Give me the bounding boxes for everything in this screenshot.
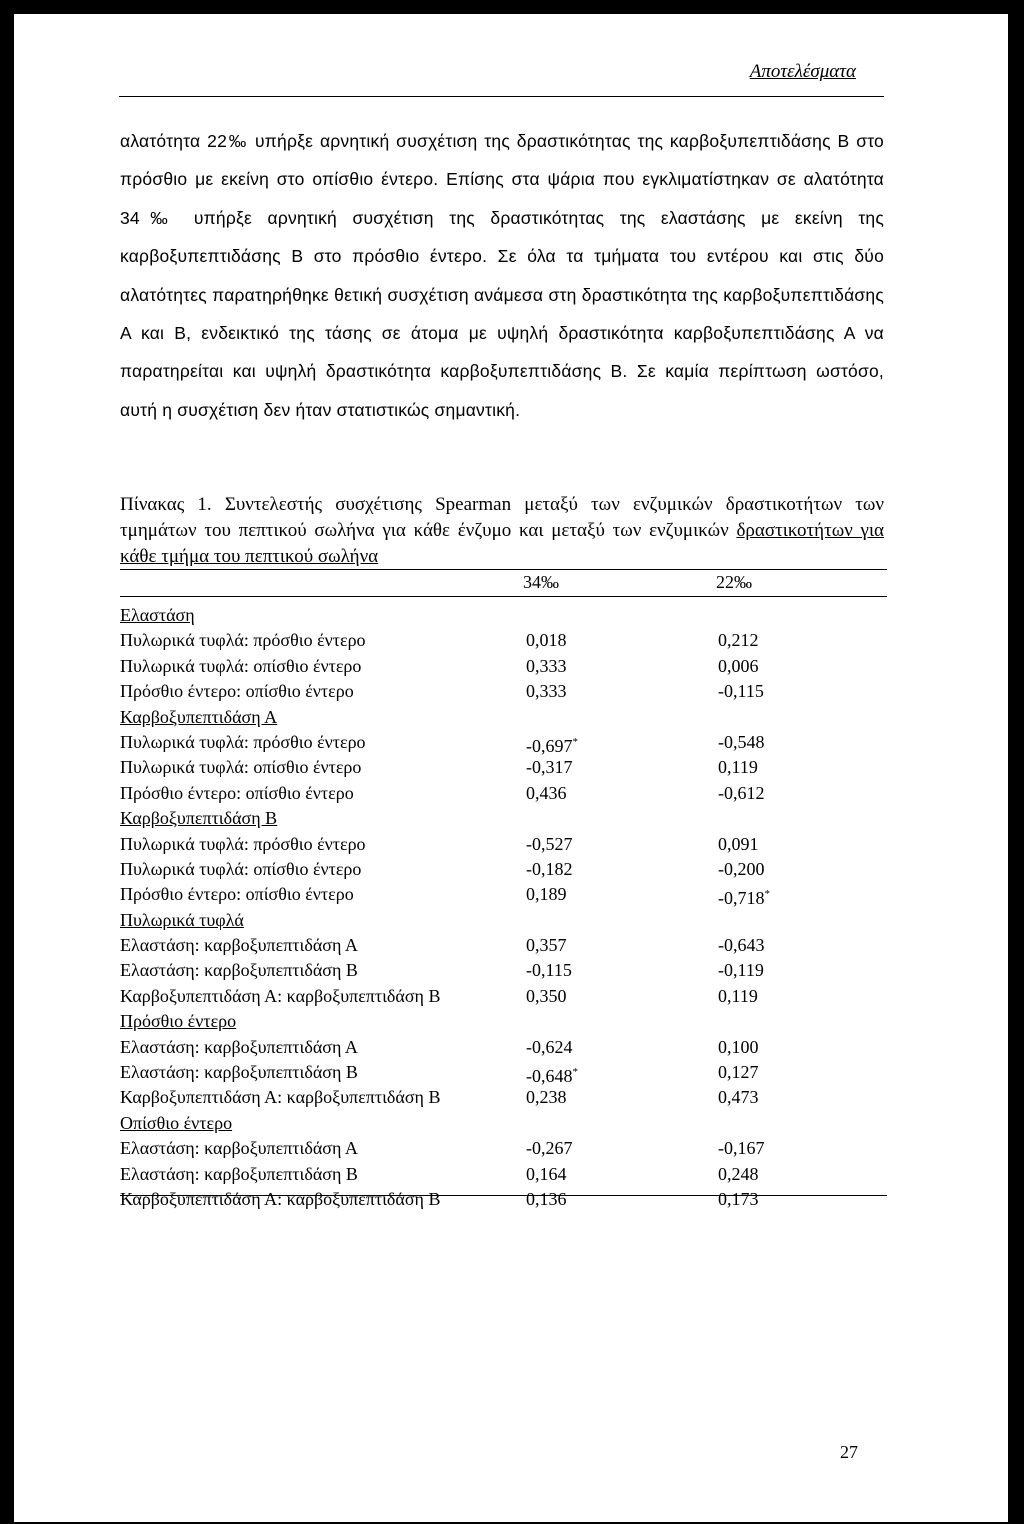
- row-label: Καρβοξυπεπτιδάση Α: καρβοξυπεπτιδάση Β: [120, 985, 441, 1006]
- correlation-value: -0,317: [526, 757, 573, 778]
- section-heading: Πυλωρικά τυφλά: [120, 909, 244, 930]
- row-label: Πυλωρικά τυφλά: οπίσθιο έντερο: [120, 858, 362, 879]
- table-caption: [120, 492, 884, 570]
- correlation-value: 0,164: [526, 1163, 567, 1184]
- value-34: [526, 857, 573, 882]
- correlation-value: -0,718: [718, 888, 765, 909]
- significance-mark: *: [572, 1066, 578, 1079]
- correlation-table-body: [120, 603, 887, 1212]
- running-head: Αποτελέσματα: [749, 61, 856, 82]
- correlation-value: 0,173: [718, 1188, 759, 1209]
- value-22: [718, 1162, 759, 1187]
- table-row: [120, 1162, 887, 1187]
- correlation-value: 0,100: [718, 1036, 759, 1057]
- correlation-value: -0,115: [526, 960, 572, 981]
- value-22: [718, 1060, 759, 1085]
- value-34: [526, 1085, 567, 1110]
- value-22: [718, 958, 764, 983]
- table-row: [120, 832, 887, 857]
- value-34: [526, 958, 572, 983]
- correlation-value: 0,018: [526, 630, 567, 651]
- correlation-value: -0,643: [718, 935, 765, 956]
- row-label: Πρόσθιο έντερο: οπίσθιο έντερο: [120, 681, 354, 702]
- value-34: [526, 755, 573, 780]
- section-heading: Οπίσθιο έντερο: [120, 1112, 233, 1133]
- table-row: [120, 679, 887, 704]
- correlation-value: 0,212: [718, 630, 759, 651]
- correlation-value: -0,115: [718, 681, 764, 702]
- correlation-value: 0,091: [718, 833, 759, 854]
- correlation-value: -0,267: [526, 1138, 573, 1159]
- correlation-value: 0,350: [526, 985, 567, 1006]
- row-label: Πυλωρικά τυφλά: πρόσθιο έντερο: [120, 731, 366, 752]
- correlation-value: -0,167: [718, 1138, 765, 1159]
- table-top-rule: [120, 569, 887, 570]
- table-row: [120, 958, 887, 983]
- header-rule: [119, 96, 884, 97]
- table-section-row: [120, 1009, 887, 1034]
- table-section-row: [120, 603, 887, 628]
- correlation-value: 0,119: [718, 985, 758, 1006]
- value-22: [718, 1035, 759, 1060]
- value-22: [718, 857, 765, 882]
- row-label: Ελαστάση: καρβοξυπεπτιδάση Β: [120, 960, 358, 981]
- table-section-row: [120, 806, 887, 831]
- caption-text: Πίνακας 1. Συντελεστής συσχέτισης Spearman μεταξύ των ενζυμικών δραστικοτήτων των τμημάτων του πεπτικού σωλήνα για κάθε ένζυμο και μεταξύ των ενζυμικών: [120, 494, 884, 541]
- correlation-value: -0,182: [526, 858, 573, 879]
- correlation-value: -0,548: [718, 731, 765, 752]
- row-label: Πυλωρικά τυφλά: οπίσθιο έντερο: [120, 655, 362, 676]
- significance-mark: *: [572, 735, 578, 748]
- correlation-value: -0,624: [526, 1036, 573, 1057]
- table-row: [120, 781, 887, 806]
- table-row: [120, 1060, 887, 1085]
- value-22: [718, 679, 764, 704]
- row-label: Καρβοξυπεπτιδάση Α: καρβοξυπεπτιδάση Β: [120, 1188, 441, 1209]
- value-34: [526, 832, 573, 857]
- column-header-22: 22‰: [716, 572, 752, 592]
- value-34: [526, 1035, 573, 1060]
- row-label: Ελαστάση: καρβοξυπεπτιδάση Β: [120, 1163, 358, 1184]
- value-22: [718, 730, 765, 755]
- table-row: [120, 882, 887, 907]
- table-row: [120, 933, 887, 958]
- correlation-value: -0,527: [526, 833, 573, 854]
- value-22: [718, 1136, 765, 1161]
- table-section-row: [120, 908, 887, 933]
- section-heading: Πρόσθιο έντερο: [120, 1011, 237, 1032]
- value-22: [718, 781, 765, 806]
- table-row: [120, 1187, 887, 1212]
- row-label: Πυλωρικά τυφλά: πρόσθιο έντερο: [120, 833, 366, 854]
- correlation-value: 0,473: [718, 1087, 759, 1108]
- correlation-value: 0,006: [718, 655, 759, 676]
- row-label: Πυλωρικά τυφλά: οπίσθιο έντερο: [120, 757, 362, 778]
- value-22: [718, 933, 765, 958]
- table-bottom-rule: [120, 1195, 887, 1196]
- value-22: [718, 1187, 759, 1212]
- significance-mark: *: [764, 888, 770, 901]
- row-label: Ελαστάση: καρβοξυπεπτιδάση Α: [120, 1138, 358, 1159]
- column-header-34: 34‰: [523, 572, 559, 592]
- row-label: Καρβοξυπεπτιδάση Α: καρβοξυπεπτιδάση Β: [120, 1087, 441, 1108]
- row-label: Ελαστάση: καρβοξυπεπτιδάση Β: [120, 1062, 358, 1083]
- correlation-value: 0,248: [718, 1163, 759, 1184]
- section-heading: Καρβοξυπεπτιδάση Β: [120, 808, 278, 829]
- table-row: [120, 730, 887, 755]
- correlation-value: 0,189: [526, 884, 567, 905]
- row-label: Πρόσθιο έντερο: οπίσθιο έντερο: [120, 782, 354, 803]
- correlation-value: 0,357: [526, 935, 567, 956]
- section-heading: Καρβοξυπεπτιδάση Α: [120, 706, 278, 727]
- correlation-value: 0,238: [526, 1087, 567, 1108]
- page-number: 27: [840, 1442, 858, 1462]
- table-row: [120, 628, 887, 653]
- correlation-value: 0,127: [718, 1062, 759, 1083]
- value-34: [526, 628, 567, 653]
- body-paragraph: αλατότητα 22‰ υπήρξε αρνητική συσχέτιση της δραστικότητας της καρβοξυπεπτιδάσης Β στο πρόσθιο με εκείνη στο οπίσθιο έντερο. Επίσης στα ψάρια που εγκλιματίστηκαν σε αλατότητα 34‰ υπήρξε αρνητική συσχέτιση της δραστικότητας της ελαστάσης με εκείνη της καρβοξυπεπτιδάσης Β στο πρόσθιο έντερο. Σε όλα τα τμήματα του εντέρου και στις δύο αλατότητες παρατηρήθηκε θετική συσχέτιση ανάμεσα στη δραστικότητα της καρβοξυπεπτιδάσης Α και Β, ενδεικτικό της τάσης σε άτομα με υψηλή δραστικότητα καρβοξυπεπτιδάσης Α να παρατηρείται και υψηλή δραστικότητα καρβοξυπεπτιδάσης Β. Σε καμία περίπτωση ωστόσο, αυτή η συσχέτιση δεν ήταν στατιστικώς σημαντική.: [120, 131, 884, 420]
- table-header-rule: [120, 596, 887, 597]
- correlation-value: 0,333: [526, 681, 567, 702]
- caption-text-tail: δραστικοτήτων για κάθε τμήμα του πεπτικού σωλήνα: [120, 520, 885, 567]
- value-34: [526, 654, 567, 679]
- table-section-row: [120, 1111, 887, 1136]
- correlation-value: 0,436: [526, 782, 567, 803]
- value-34: [526, 1136, 573, 1161]
- section-heading: Ελαστάση: [120, 605, 195, 625]
- document-page: [14, 14, 1008, 1522]
- value-34: [526, 781, 567, 806]
- table-row: [120, 654, 887, 679]
- correlation-value: -0,648: [526, 1066, 573, 1087]
- correlation-value: 0,333: [526, 655, 567, 676]
- table-row: [120, 1136, 887, 1161]
- value-34: [526, 882, 567, 907]
- table-section-row: [120, 705, 887, 730]
- correlation-value: 0,136: [526, 1188, 567, 1209]
- value-22: [718, 832, 759, 857]
- row-label: Ελαστάση: καρβοξυπεπτιδάση Α: [120, 935, 358, 956]
- value-22: [718, 755, 758, 780]
- value-22: [718, 654, 759, 679]
- value-34: [526, 679, 567, 704]
- table-row: [120, 857, 887, 882]
- row-label: Πρόσθιο έντερο: οπίσθιο έντερο: [120, 884, 354, 905]
- value-34: [526, 984, 567, 1009]
- correlation-value: -0,697: [526, 735, 573, 756]
- row-label: Πυλωρικά τυφλά: πρόσθιο έντερο: [120, 630, 366, 651]
- value-34: [526, 1162, 567, 1187]
- correlation-value: -0,612: [718, 782, 765, 803]
- row-label: Ελαστάση: καρβοξυπεπτιδάση Α: [120, 1036, 358, 1057]
- table-row: [120, 1035, 887, 1060]
- correlation-value: -0,200: [718, 858, 765, 879]
- correlation-value: -0,119: [718, 960, 764, 981]
- value-34: [526, 1187, 567, 1212]
- value-22: [718, 1085, 759, 1110]
- value-34: [526, 933, 567, 958]
- table-row: [120, 984, 887, 1009]
- table-row: [120, 755, 887, 780]
- table-row: [120, 1085, 887, 1110]
- correlation-value: 0,119: [718, 757, 758, 778]
- value-22: [718, 984, 758, 1009]
- value-22: [718, 628, 759, 653]
